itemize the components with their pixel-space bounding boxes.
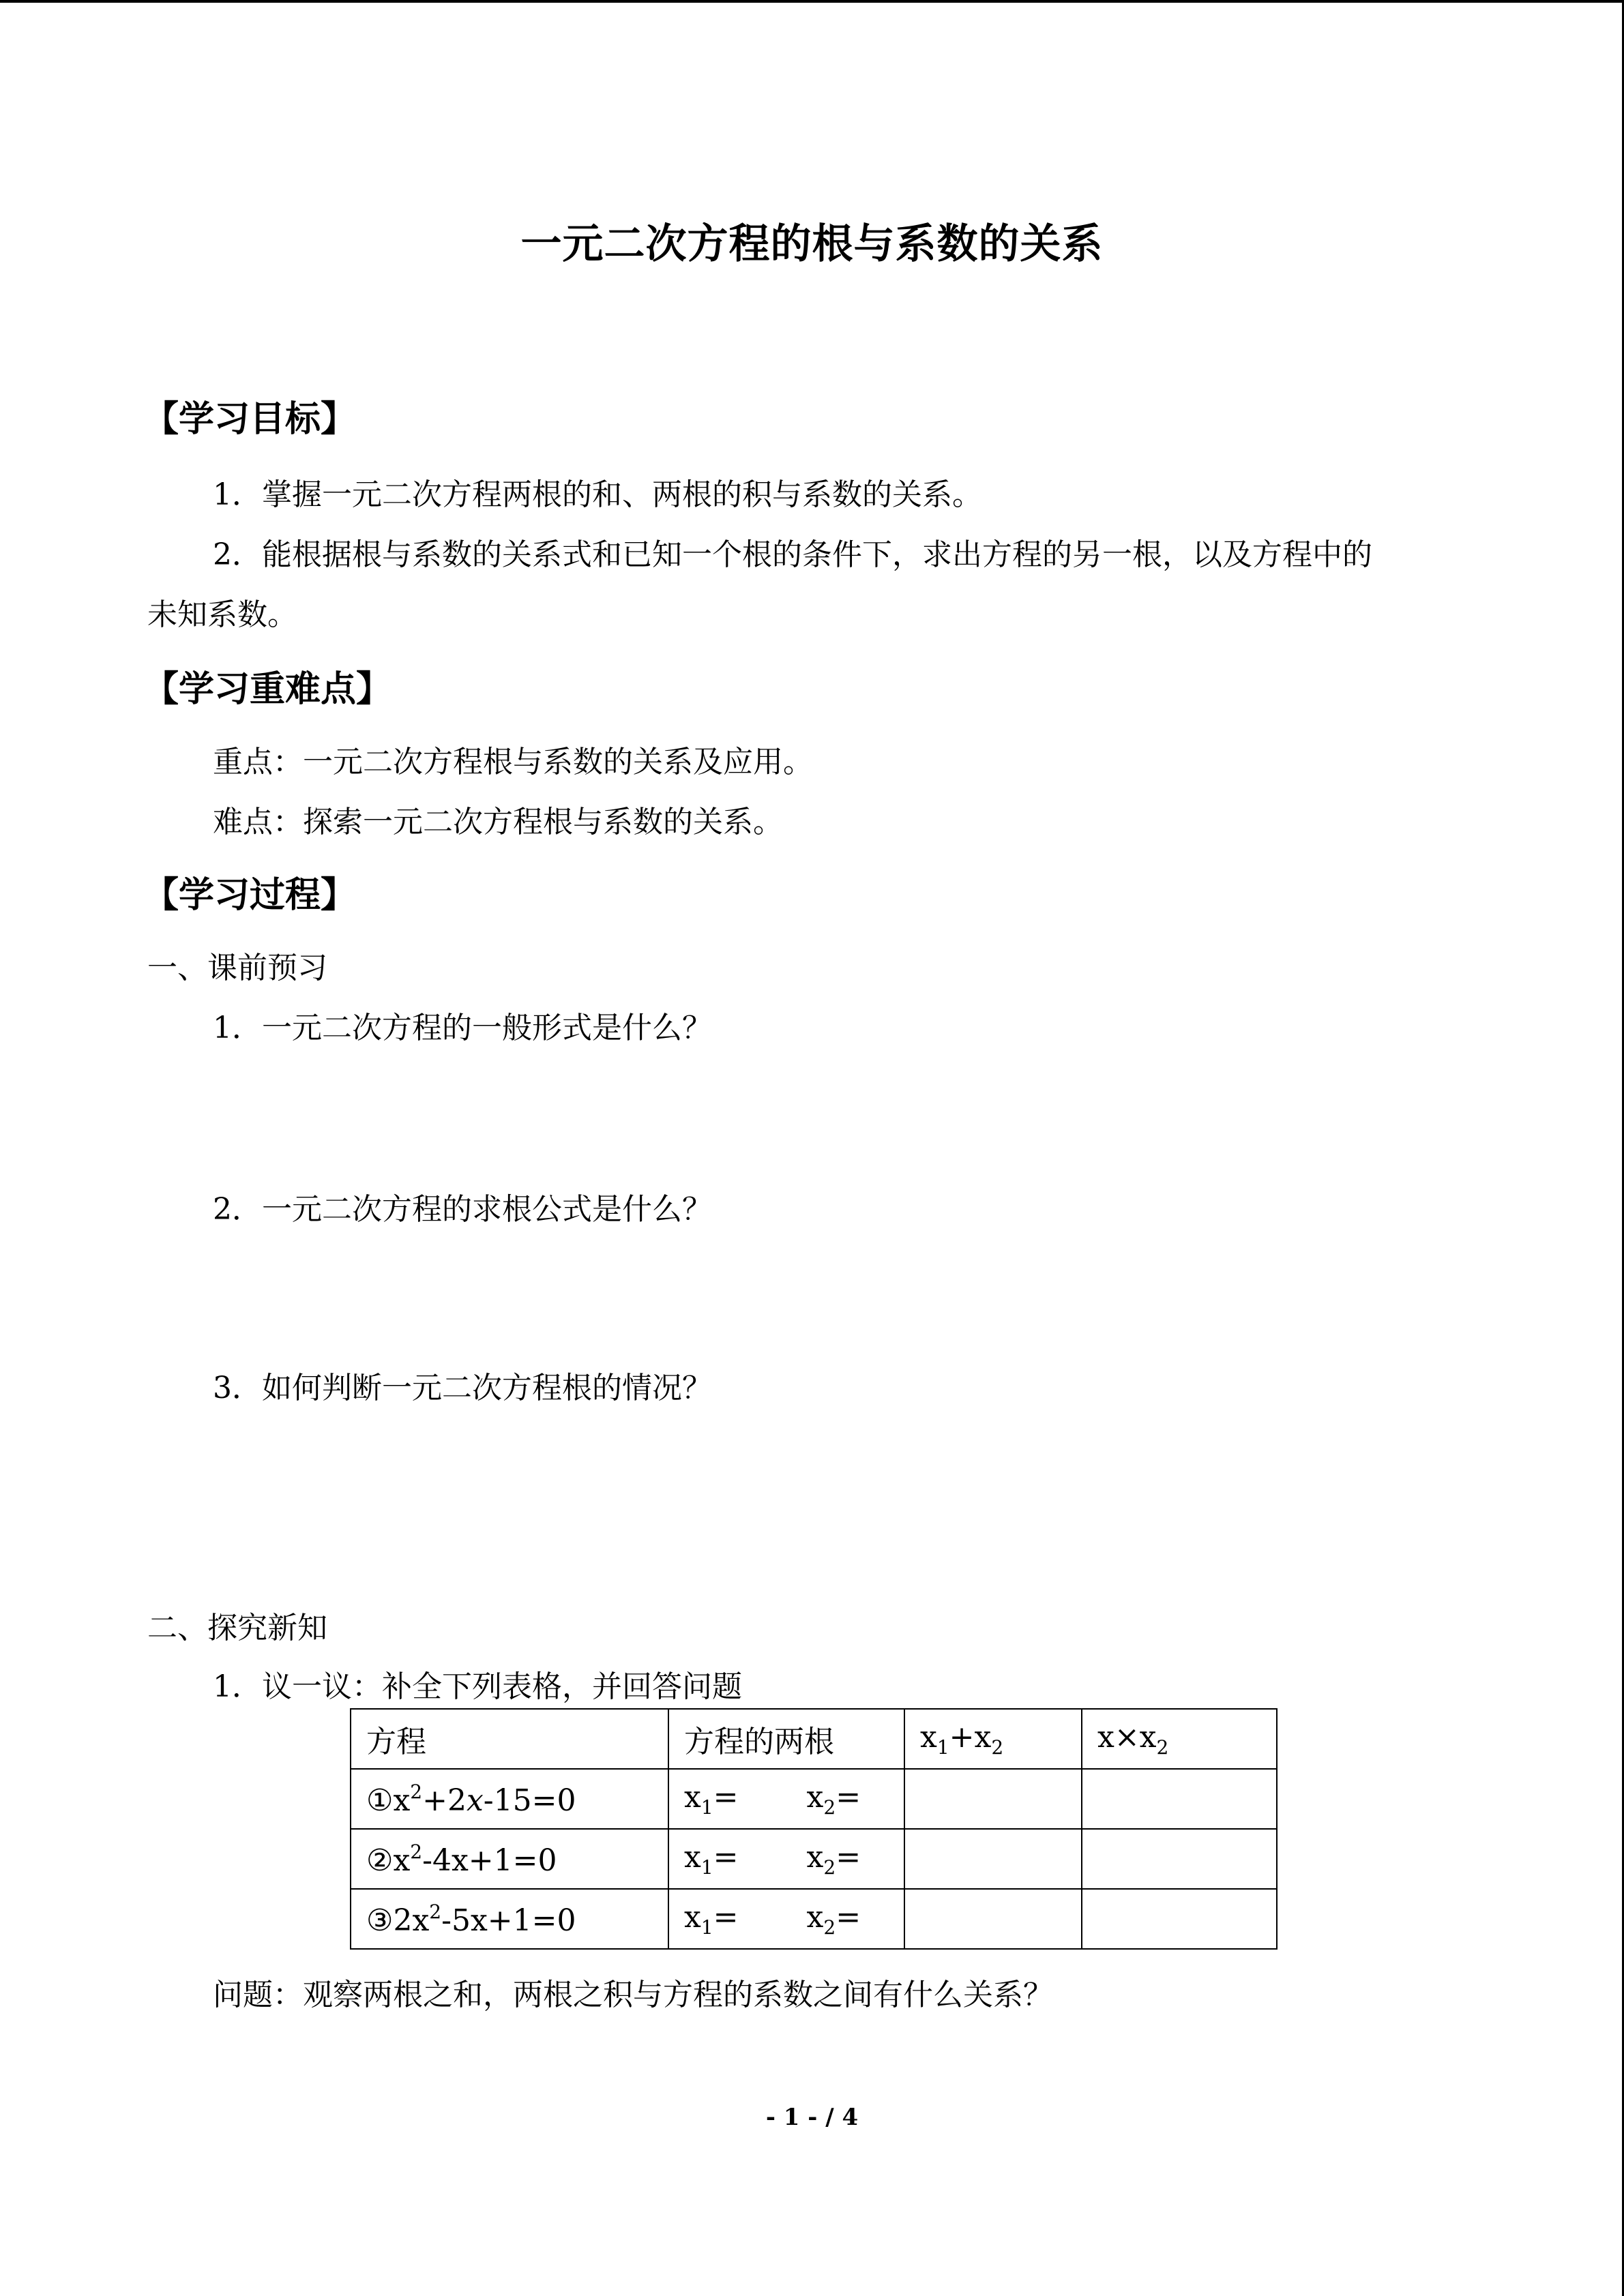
goal-2-line-1: 2．能根据根与系数的关系式和已知一个根的条件下，求出方程的另一根，以及方程中的: [213, 537, 1372, 572]
page-title: 一元二次方程的根与系数的关系: [520, 220, 1104, 268]
header-equation: 方程: [351, 1709, 668, 1769]
table-row: [351, 1769, 1277, 1829]
roots-cell: $x_1= x_2=$: [668, 1769, 904, 1829]
difficulty-point: 难点：探索一元二次方程根与系数的关系。: [213, 805, 783, 839]
process-heading: 【学习过程】: [143, 874, 357, 916]
roots-cell: $x_1= x_2=$: [668, 1889, 904, 1949]
top-border: [0, 0, 1624, 3]
goal-1: 1．掌握一元二次方程两根的和、两根的积与系数的关系。: [213, 477, 982, 512]
sum-cell[interactable]: [904, 1829, 1082, 1889]
equation-cell: $①x^2+2x-15=0$: [351, 1769, 668, 1829]
sum-cell[interactable]: [904, 1769, 1082, 1829]
product-cell[interactable]: [1082, 1829, 1277, 1889]
equation-cell: $③2x^2-5x+1=0$: [351, 1889, 668, 1949]
header-product: $x\times x_2$: [1082, 1709, 1277, 1769]
goal-2-line-2: 未知系数。: [147, 597, 297, 632]
key-point: 重点：一元二次方程根与系数的关系及应用。: [213, 745, 813, 779]
header-roots: 方程的两根: [668, 1709, 904, 1769]
discuss-prompt: 1．议一议：补全下列表格，并回答问题: [213, 1669, 742, 1704]
question-observe: 问题：观察两根之和，两根之积与方程的系数之间有什么关系？: [213, 1978, 1053, 2012]
roots-cell: $x_1= x_2=$: [668, 1829, 904, 1889]
table-header-row: [351, 1709, 1277, 1769]
table-row: [351, 1889, 1277, 1949]
page-number: - 1 - / 4: [765, 2104, 859, 2131]
keypoints-heading: 【学习重难点】: [143, 668, 392, 710]
question-2: 2．一元二次方程的求根公式是什么？: [213, 1192, 712, 1227]
explore-heading: 二、探究新知: [147, 1611, 327, 1645]
product-cell[interactable]: [1082, 1769, 1277, 1829]
question-3: 3．如何判断一元二次方程根的情况？: [213, 1371, 712, 1405]
table-row: [351, 1829, 1277, 1889]
preview-heading: 一、课前预习: [147, 951, 327, 985]
equation-cell: $②x^2-4x+1=0$: [351, 1829, 668, 1889]
roots-table: [350, 1708, 1278, 1950]
product-cell[interactable]: [1082, 1889, 1277, 1949]
goals-heading: 【学习目标】: [143, 398, 357, 440]
sum-cell[interactable]: [904, 1889, 1082, 1949]
header-sum: $x_1+x_2$: [904, 1709, 1082, 1769]
question-1: 1．一元二次方程的一般形式是什么？: [213, 1011, 712, 1045]
